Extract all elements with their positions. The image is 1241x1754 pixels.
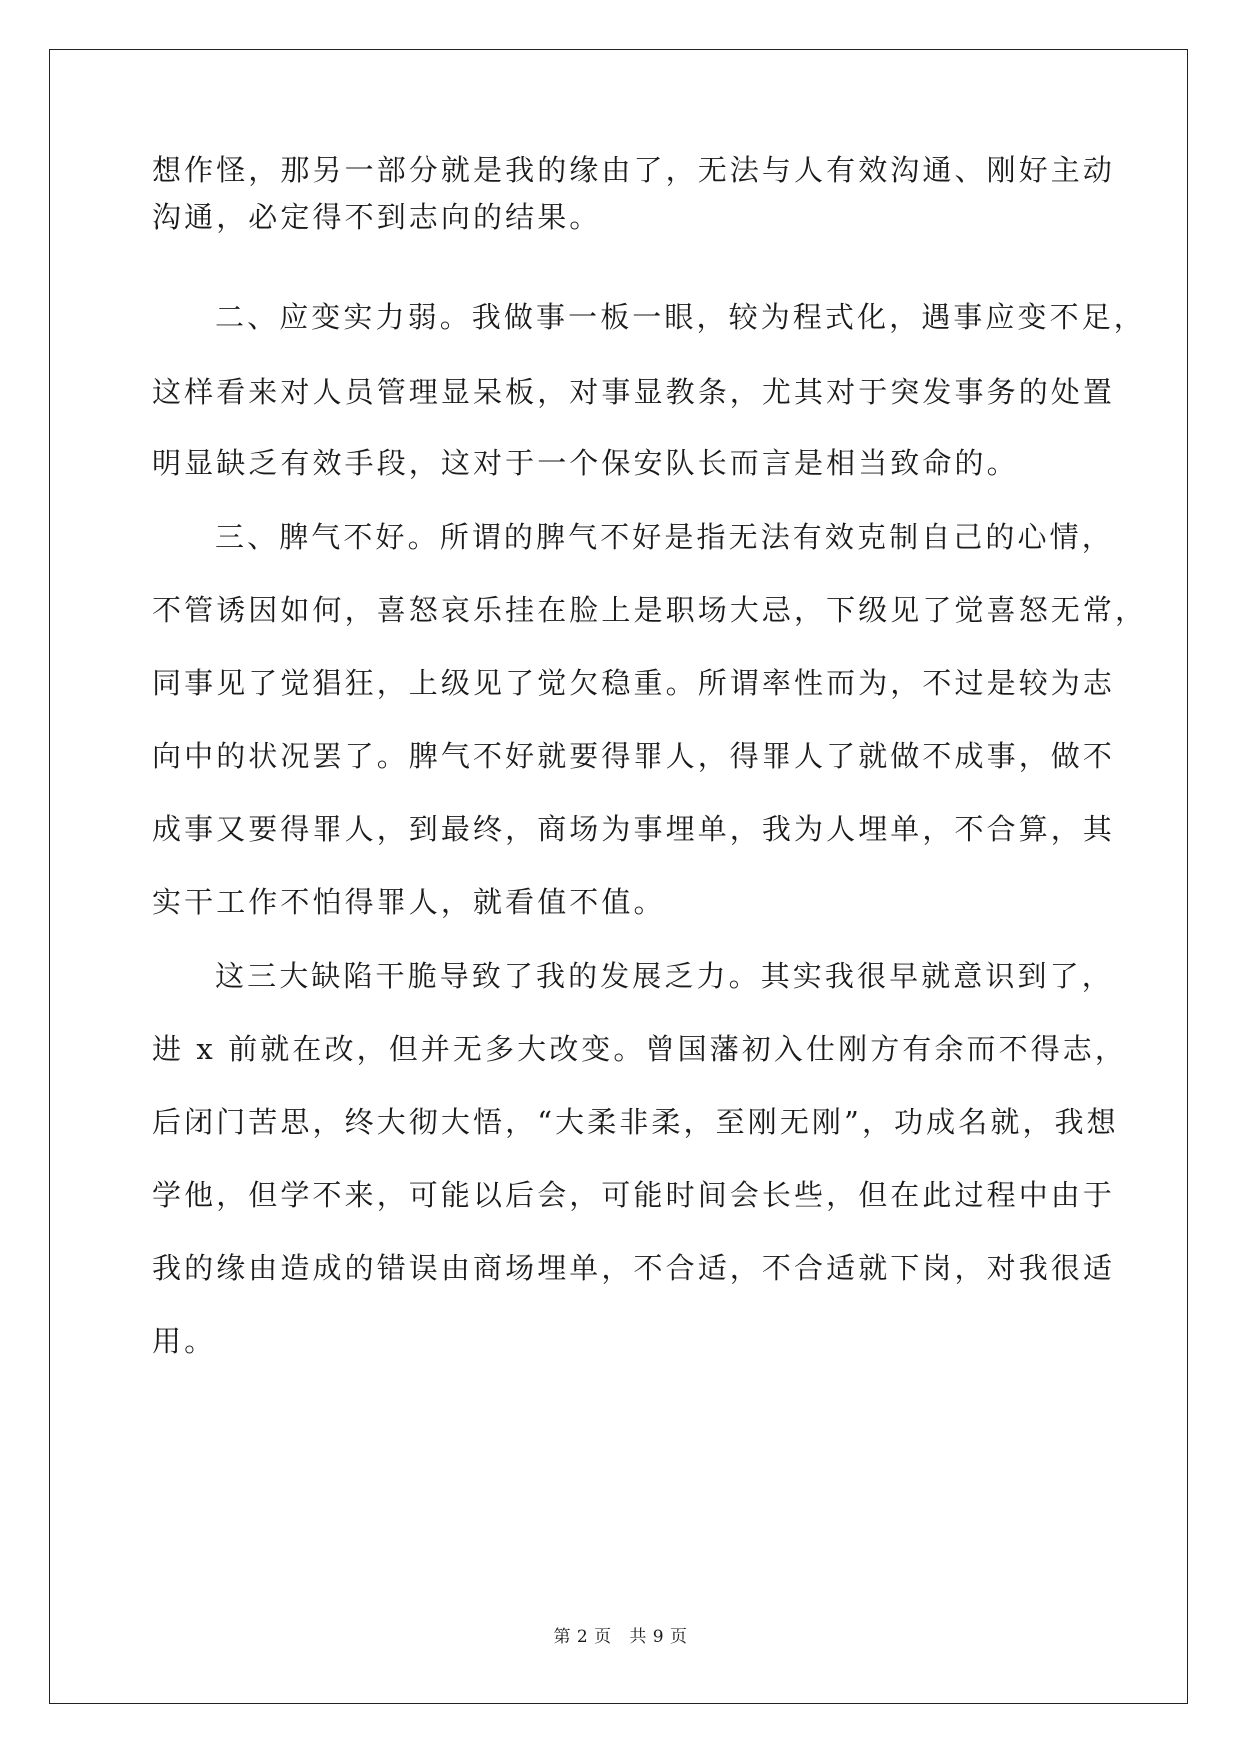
body-line: 后闭门苦思，终大彻大悟，“大柔非柔，至刚无刚”，功成名就，我想 <box>152 1105 1119 1139</box>
body-line: 进 x 前就在改，但并无多大改变。曾国藩初入仕刚方有余而不得志， <box>152 1032 1127 1066</box>
body-line: 我的缘由造成的错误由商场埋单，不合适，不合适就下岗，对我很适 <box>152 1251 1116 1285</box>
body-line: 同事见了觉猖狂，上级见了觉欠稳重。所谓率性而为，不过是较为志 <box>152 666 1116 700</box>
body-line: 学他，但学不来，可能以后会，可能时间会长些，但在此过程中由于 <box>152 1178 1116 1212</box>
body-line: 用。 <box>152 1324 217 1358</box>
body-line: 这三大缺陷干脆导致了我的发展乏力。其实我很早就意识到了， <box>215 959 1114 993</box>
page-number-footer: 第 2 页 共 9 页 <box>553 1627 688 1647</box>
body-line: 实干工作不怕得罪人，就看值不值。 <box>152 885 666 919</box>
body-line: 沟通，必定得不到志向的结果。 <box>152 200 602 234</box>
body-line: 想作怪，那另一部分就是我的缘由了，无法与人有效沟通、刚好主动 <box>152 153 1116 187</box>
body-line: 成事又要得罪人，到最终，商场为事埋单，我为人埋单，不合算，其 <box>152 812 1116 846</box>
body-line: 这样看来对人员管理显呆板，对事显教条，尤其对于突发事务的处置 <box>152 375 1116 409</box>
body-line: 不管诱因如何，喜怒哀乐挂在脸上是职场大忌，下级见了觉喜怒无常， <box>152 593 1148 627</box>
body-line: 向中的状况罢了。脾气不好就要得罪人，得罪人了就做不成事，做不 <box>152 739 1116 773</box>
body-line: 明显缺乏有效手段，这对于一个保安队长而言是相当致命的。 <box>152 446 1019 480</box>
body-line: 二、应变实力弱。我做事一板一眼，较为程式化，遇事应变不足， <box>215 300 1146 334</box>
body-line: 三、脾气不好。所谓的脾气不好是指无法有效克制自己的心情， <box>215 520 1114 554</box>
